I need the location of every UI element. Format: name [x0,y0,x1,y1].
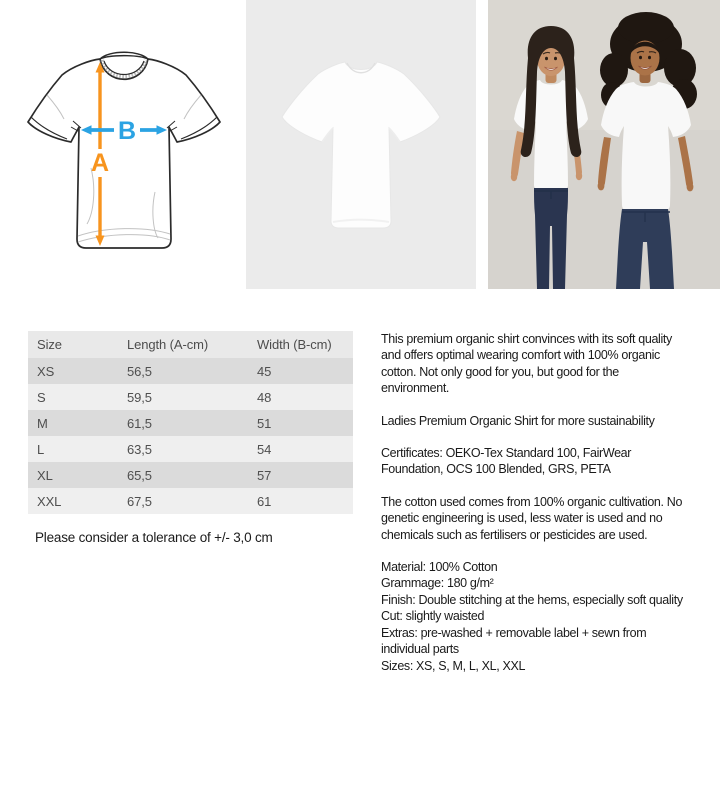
right-hand-left [598,182,605,191]
size-row-xs [28,358,353,384]
size-table [28,331,353,514]
size-row-xxl [28,488,353,514]
cell-length: 63,5 [127,436,257,462]
tolerance-note: Please consider a tolerance of +/- 3,0 cm [35,530,273,545]
left-hand-right [576,172,582,180]
flat-tshirt-image [246,0,476,289]
left-eye [545,57,548,61]
size-row-xl [28,462,353,488]
size-row-l [28,436,353,462]
right-hand-right [687,183,694,192]
size-table-header-row [28,331,353,358]
spec-sizes: Sizes: XS, S, M, L, XL, XXL [381,658,526,673]
spec-grammage: Grammage: 180 g/m² [381,576,494,591]
models-photo [488,0,720,289]
size-row-s [28,384,353,410]
cell-size: L [28,436,127,462]
cell-size: XL [28,462,127,488]
cell-size: XXL [28,488,127,514]
spec-extras: Extras: pre-washed + removable label + sewn from individual parts [381,625,647,657]
tshirt-measurement-diagram-icon [0,0,240,290]
left-hand-left [511,173,517,181]
col-header-length: Length (A-cm) [127,331,257,358]
right-eye2 [648,56,651,60]
right-eye [639,56,642,60]
product-description [381,331,683,674]
cell-size: XS [28,358,127,384]
cell-length: 67,5 [127,488,257,514]
description-intro: This premium organic shirt convinces with its soft quality and offers optimal wearing comfort with 100% organic cotton. Not only good for you, but good for the environment. [381,332,672,396]
description-certificates: Certificates: OEKO-Tex Standard 100, FairWear Foundation, OCS 100 Blended, GRS, PETA [381,446,632,477]
cell-width: 61 [257,488,353,514]
models-illustration [488,0,720,289]
cell-length: 59,5 [127,384,257,410]
cell-width: 57 [257,462,353,488]
description-cotton: The cotton used comes from 100% organic cultivation. No genetic engineering is used, less water is used and no chemicals such as fertilisers or pesticides are used. [381,494,683,542]
size-row-m [28,410,353,436]
cell-length: 56,5 [127,358,257,384]
spec-cut: Cut: slightly waisted [381,609,485,624]
cell-width: 45 [257,358,353,384]
size-diagram-image [0,0,240,290]
cell-size: S [28,384,127,410]
col-header-width: Width (B-cm) [257,331,353,358]
col-header-size: Size [28,331,127,358]
spec-finish: Finish: Double stitching at the hems, especially soft quality [381,592,683,607]
description-sustainability: Ladies Premium Organic Shirt for more sustainability [381,413,655,428]
left-eye2 [554,57,557,61]
cell-length: 65,5 [127,462,257,488]
cell-width: 48 [257,384,353,410]
cell-width: 54 [257,436,353,462]
label-b: B [117,117,137,145]
cell-width: 51 [257,410,353,436]
tshirt-back-collar [100,52,148,59]
spec-material: Material: 100% Cotton [381,560,498,575]
cell-size: M [28,410,127,436]
product-flat-photo [246,0,476,289]
tshirt-outline [28,59,220,248]
label-a: A [90,149,110,177]
cell-length: 61,5 [127,410,257,436]
